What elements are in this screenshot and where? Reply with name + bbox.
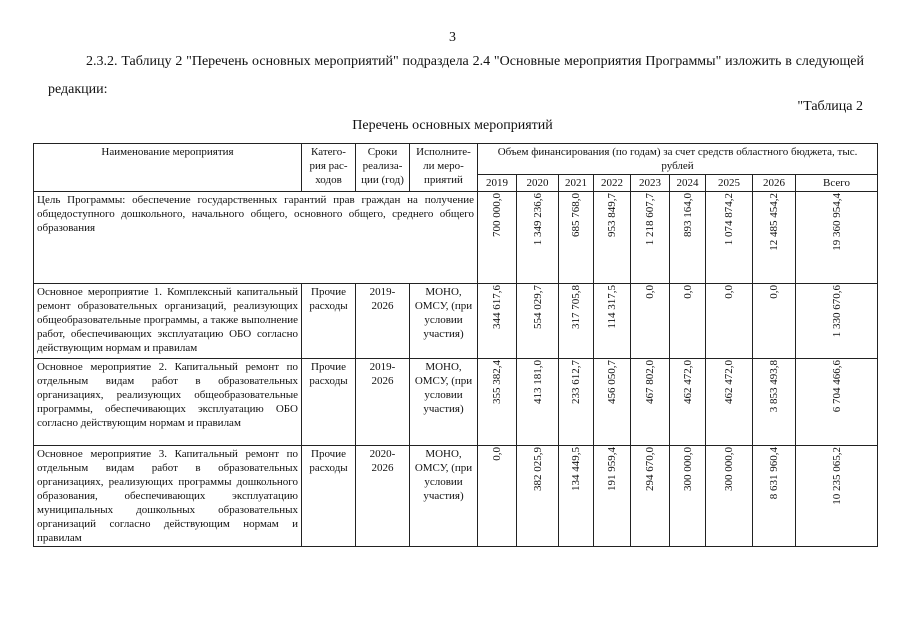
value-cell: 8 631 960,4	[753, 446, 796, 547]
total-cell: 19 360 954,4	[796, 192, 878, 284]
value-cell: 134 449,5	[559, 446, 594, 547]
value-cell: 233 612,7	[559, 359, 594, 446]
executors-cell: МОНО, ОМСУ, (при условии участия)	[410, 284, 478, 359]
header-year: 2022	[594, 175, 631, 192]
header-terms: Сроки реализа-ции (год)	[356, 144, 410, 192]
header-name: Наименование мероприятия	[34, 144, 302, 192]
header-category: Катего-рия рас-ходов	[302, 144, 356, 192]
measure-name: Основное мероприятие 3. Капитальный ремонт по отдельным видам работ в образовательных организациях, реализующих программы дошкольного образования, обеспечивающих эксплуатацию муниципальных дошкольных образовательных организаций согласно действующим нормам и правилам	[34, 446, 302, 547]
value-cell: 1 218 607,7	[631, 192, 670, 284]
table-label: "Таблица 2	[797, 99, 863, 114]
measures-table	[33, 143, 878, 547]
value-cell: 300 000,0	[670, 446, 706, 547]
value-cell: 700 000,0	[478, 192, 517, 284]
intro-paragraph: 2.3.2. Таблицу 2 "Перечень основных мероприятий" подраздела 2.4 "Основные мероприятия Программы" изложить в следующей редакции:	[48, 54, 864, 97]
value-cell: 0,0	[706, 284, 753, 359]
value-cell: 12 485 454,2	[753, 192, 796, 284]
header-total: Всего	[796, 175, 878, 192]
header-year: 2023	[631, 175, 670, 192]
value-cell: 0,0	[753, 284, 796, 359]
value-cell: 355 382,4	[478, 359, 517, 446]
header-year: 2020	[517, 175, 559, 192]
terms-cell: 2019-2026	[356, 359, 410, 446]
total-cell: 6 704 466,6	[796, 359, 878, 446]
measure-name: Основное мероприятие 2. Капитальный ремонт по отдельным видам работ в образовательных организациях, реализующих общеобразовательные программы, обеспечивающих эксплуатацию ОБО согласно действующим нормам и правилам	[34, 359, 302, 446]
table-row	[34, 446, 878, 547]
table-row	[34, 359, 878, 446]
header-year: 2024	[670, 175, 706, 192]
header-executors: Исполните-ли меро-приятий	[410, 144, 478, 192]
category-cell: Прочие расходы	[302, 446, 356, 547]
value-cell: 462 472,0	[706, 359, 753, 446]
value-cell: 0,0	[670, 284, 706, 359]
value-cell: 382 025,9	[517, 446, 559, 547]
value-cell: 114 317,5	[594, 284, 631, 359]
executors-cell: МОНО, ОМСУ, (при условии участия)	[410, 359, 478, 446]
header-year: 2019	[478, 175, 517, 192]
measure-name: Основное мероприятие 1. Комплексный капитальный ремонт образовательных организаций, реализующих общеобразовательные программы, а также выполнение работ, обеспечивающих эксплуатацию ОБО согласно действующим нормам и правилам	[34, 284, 302, 359]
value-cell: 456 050,7	[594, 359, 631, 446]
value-cell: 685 768,0	[559, 192, 594, 284]
value-cell: 0,0	[631, 284, 670, 359]
value-cell: 300 000,0	[706, 446, 753, 547]
value-cell: 317 705,8	[559, 284, 594, 359]
table-row	[34, 284, 878, 359]
category-cell: Прочие расходы	[302, 284, 356, 359]
table-row-goal	[34, 192, 878, 284]
header-year: 2026	[753, 175, 796, 192]
value-cell: 467 802,0	[631, 359, 670, 446]
terms-cell: 2020-2026	[356, 446, 410, 547]
category-cell: Прочие расходы	[302, 359, 356, 446]
value-cell: 0,0	[478, 446, 517, 547]
value-cell: 462 472,0	[670, 359, 706, 446]
value-cell: 953 849,7	[594, 192, 631, 284]
value-cell: 191 959,4	[594, 446, 631, 547]
executors-cell: МОНО, ОМСУ, (при условии участия)	[410, 446, 478, 547]
table-title: Перечень основных мероприятий	[352, 118, 553, 133]
value-cell: 1 074 874,2	[706, 192, 753, 284]
total-cell: 1 330 670,6	[796, 284, 878, 359]
value-cell: 554 029,7	[517, 284, 559, 359]
value-cell: 1 349 236,6	[517, 192, 559, 284]
terms-cell: 2019-2026	[356, 284, 410, 359]
page-number: 3	[449, 30, 456, 45]
total-cell: 10 235 065,2	[796, 446, 878, 547]
goal-text: Цель Программы: обеспечение государственных гарантий прав граждан на получение общедоступного дошкольного, начального общего, основного общего, среднего общего образования	[34, 192, 478, 284]
value-cell: 3 853 493,8	[753, 359, 796, 446]
header-year: 2025	[706, 175, 753, 192]
header-funding: Объем финансирования (по годам) за счет средств областного бюджета, тыс. рублей	[478, 144, 878, 175]
header-year: 2021	[559, 175, 594, 192]
value-cell: 893 164,0	[670, 192, 706, 284]
value-cell: 294 670,0	[631, 446, 670, 547]
value-cell: 413 181,0	[517, 359, 559, 446]
value-cell: 344 617,6	[478, 284, 517, 359]
